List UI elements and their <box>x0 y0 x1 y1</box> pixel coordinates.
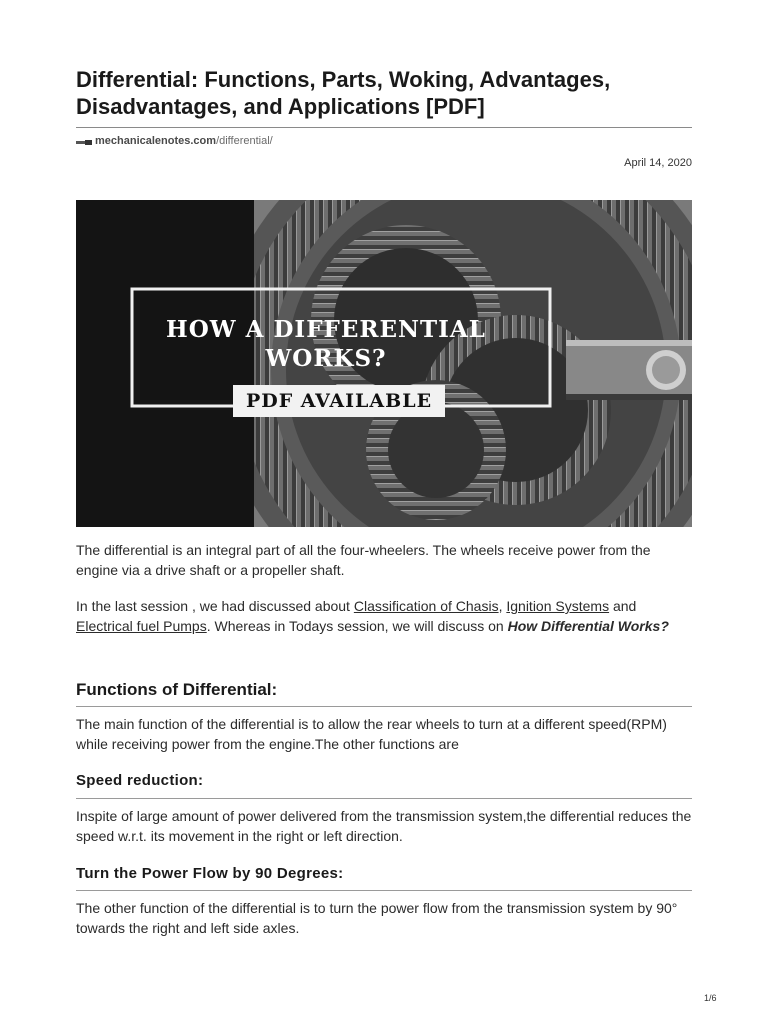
source-path[interactable]: /differential/ <box>216 135 273 147</box>
p2-lead-text: In the last session , we had discussed about <box>76 598 354 614</box>
site-favicon-icon <box>76 137 92 145</box>
page-title <box>76 66 692 120</box>
power-flow-divider <box>76 890 692 891</box>
power-flow-heading: Turn the Power Flow by 90 Degrees: <box>76 865 344 882</box>
hero-banner-image <box>76 200 692 527</box>
speed-reduction-heading: Speed reduction: <box>76 772 204 789</box>
title-line-2: Disadvantages, and Applications [PDF] <box>76 94 485 119</box>
page-number: 1/6 <box>704 993 717 1003</box>
speed-reduction-paragraph: Inspite of large amount of power delivered from the transmission system,the differential reduces the speed w.r.t. its movement in the right or left direction. <box>76 808 692 844</box>
link-classification-of-chasis[interactable]: Classification of Chasis <box>353 598 499 614</box>
link-electrical-fuel-pumps[interactable]: Electrical fuel Pumps <box>76 618 207 634</box>
functions-paragraph: The main function of the differential is to allow the rear wheels to turn at a different speed(RPM) while receiving power from the engine.The other functions are <box>76 716 667 752</box>
intro-paragraph: The differential is an integral part of all the four-wheelers. The wheels receive power from the engine via a drive shaft or a propeller shaft. <box>76 542 651 578</box>
publish-date: April 14, 2020 <box>624 157 692 169</box>
hero-title-line-1: HOW A DIFFERENTIAL <box>166 316 486 343</box>
source-domain[interactable]: mechanicalenotes.com <box>95 135 217 147</box>
link-ignition-systems[interactable]: Ignition Systems <box>506 598 610 614</box>
p2-emphasis: How Differential Works? <box>507 618 669 634</box>
previous-session-paragraph <box>76 596 692 636</box>
pdf-available-badge: PDF AVAILABLE <box>233 385 445 417</box>
title-divider <box>76 127 692 128</box>
functions-divider <box>76 706 692 707</box>
p2-sep-1: , <box>498 598 507 614</box>
p2-and: and <box>609 598 637 614</box>
functions-heading: Functions of Differential: <box>76 680 278 699</box>
power-flow-paragraph: The other function of the differential is to turn the power flow from the transmission system by 90° towards the right and left side axles. <box>76 900 678 936</box>
speed-reduction-divider <box>76 798 692 799</box>
source-url[interactable] <box>76 134 273 148</box>
p2-mid-text: . Whereas in Todays session, we will discuss on <box>206 618 508 634</box>
hero-title-line-2: WORKS? <box>265 345 387 372</box>
title-line-1: Differential: Functions, Parts, Woking, Advantages, <box>76 67 611 92</box>
